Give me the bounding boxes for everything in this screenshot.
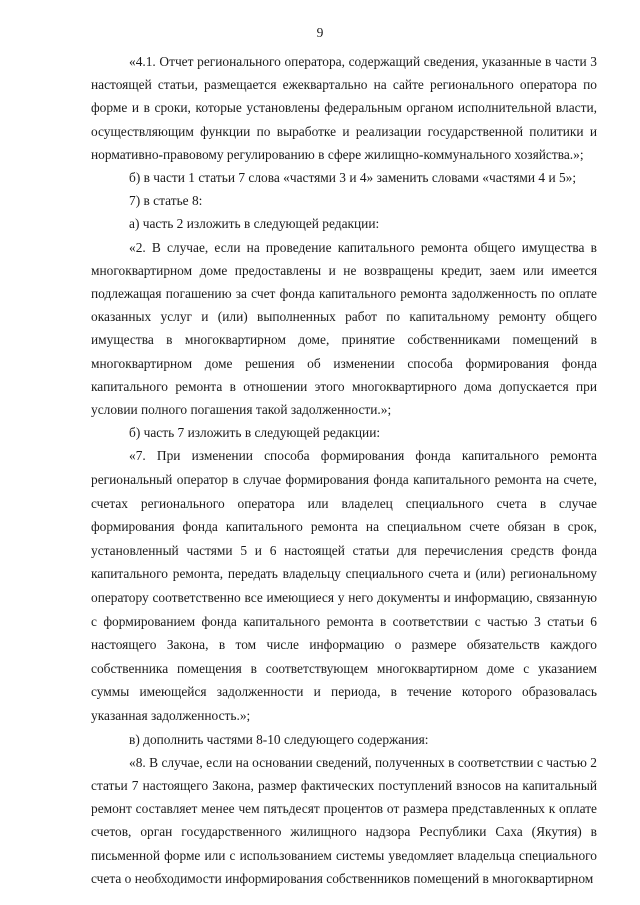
paragraph-b-article-7: б) в части 1 статьи 7 слова «частями 3 и 4» заменить словами «частями 4 и 5»;	[129, 170, 577, 186]
paragraph-4-1: «4.1. Отчет регионального оператора, содержащий сведения, указанные в части 3 настоящей статьи, размещается ежеквартально на сайте регионального оператора по форме и в сроки, которые установлены федеральным органом исполнительной власти, осуществляющим функции по выработке и реализации государственной политики и нормативно-правовому регулированию в сфере жилищно-коммунального хозяйства.»;	[91, 54, 597, 162]
paragraph-part-8-text: «8. В случае, если на основании сведений, полученных в соответствии с частью 2 статьи 7 настоящего Закона, размер фактических поступлений взносов на капитальный ремонт составляет менее чем пятьдесят процентов от размера представленных к оплате счетов, орган государственного жилищного надзора Республики Саха (Якутия) в письменной форме или с использованием системы уведомляет владельца специального счета о необходимости информирования собственников помещений в многоквартирном	[91, 754, 597, 886]
paragraph-v-parts-8-10: в) дополнить частями 8-10 следующего содержания:	[129, 731, 429, 747]
paragraph-b-part-7: б) часть 7 изложить в следующей редакции:	[129, 425, 381, 441]
paragraph-a-part-2: а) часть 2 изложить в следующей редакции:	[129, 216, 380, 232]
paragraph-part-2-text: «2. В случае, если на проведение капитального ремонта общего имущества в многоквартирном доме предоставлены и не возвращены кредит, заем или имеется подлежащая погашению за счет фонда капитального ремонта задолженность по оплате оказанных услуг и (или) выполненных работ по капитальному ремонту общего имущества в многоквартирном доме, принятие собственниками помещений в многоквартирном доме решения об изменении способа формирования фонда капитального ремонта в отношении этого многоквартирного дома допускается при условии полного погашения такой задолженности.»;	[91, 239, 597, 418]
document-body	[91, 50, 597, 890]
page-number: 9	[316, 25, 324, 40]
paragraph-7-heading: 7) в статье 8:	[129, 193, 203, 209]
paragraph-part-7-text: «7. При изменении способа формирования фонда капитального ремонта региональный оператор в случае формирования фонда капитального ремонта на счете, счетах регионального оператора или владелец специального счета в случае формирования фонда капитального ремонта на специальном счете обязан в срок, установленный частями 5 и 6 настоящей статьи для перечисления средств фонда капитального ремонта, передать владельцу специального счета и (или) региональному оператору соответственно все имеющиеся у него документы и информацию, связанную с формированием фонда капитального ремонта в соответствии с частью 3 статьи 6 настоящего Закона, в том числе информацию о размере обязательств каждого собственника помещения в соответствующем многоквартирном доме с указанием суммы имеющейся задолженности и периода, в течение которого образовалась указанная задолженность.»;	[91, 448, 597, 723]
